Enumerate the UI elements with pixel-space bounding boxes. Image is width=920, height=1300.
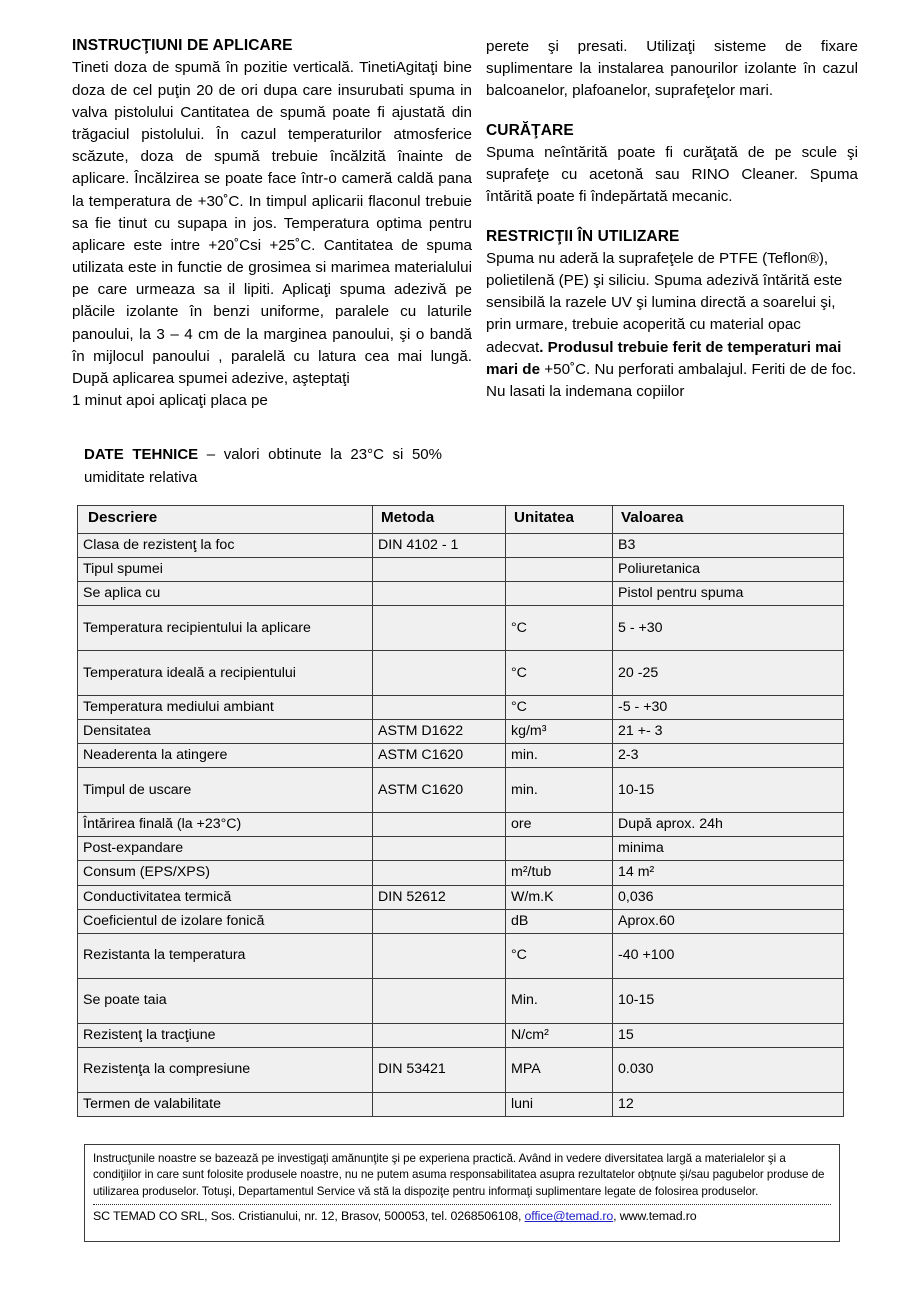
table-row xyxy=(78,744,844,768)
table-row xyxy=(78,813,844,837)
table-cell-metoda xyxy=(373,978,506,1023)
table-row xyxy=(78,696,844,720)
table-cell-valoarea: 10-15 xyxy=(613,768,844,813)
table-row xyxy=(78,1023,844,1047)
table-cell-descriere: Conductivitatea termică xyxy=(78,885,373,909)
table-row xyxy=(78,768,844,813)
table-cell-descriere: Timpul de uscare xyxy=(78,768,373,813)
application-instructions-paragraph-tail: 1 minut apoi aplicaţi placa pe xyxy=(72,392,268,410)
table-row xyxy=(78,558,844,582)
footer-company-address: SC TEMAD CO SRL, Sos. Cristianului, nr. 12, Brasov, 500053, tel. 0268506108, xyxy=(93,1209,525,1224)
table-cell-unitatea: °C xyxy=(506,696,613,720)
table-cell-metoda: ASTM C1620 xyxy=(373,768,506,813)
table-cell-valoarea: După aprox. 24h xyxy=(613,813,844,837)
table-cell-unitatea xyxy=(506,558,613,582)
table-cell-unitatea: °C xyxy=(506,933,613,978)
table-cell-unitatea: °C xyxy=(506,651,613,696)
table-cell-metoda: DIN 53421 xyxy=(373,1047,506,1092)
left-text-column xyxy=(72,36,472,412)
table-cell-unitatea: MPA xyxy=(506,1047,613,1092)
table-cell-metoda xyxy=(373,909,506,933)
table-cell-descriere: Tipul spumei xyxy=(78,558,373,582)
table-cell-descriere: Post-expandare xyxy=(78,837,373,861)
table-cell-valoarea: minima xyxy=(613,837,844,861)
table-cell-metoda: ASTM C1620 xyxy=(373,744,506,768)
table-cell-descriere: Termen de valabilitate xyxy=(78,1092,373,1116)
table-cell-descriere: Coeficientul de izolare fonică xyxy=(78,909,373,933)
table-cell-unitatea xyxy=(506,837,613,861)
usage-restrictions-paragraph xyxy=(486,248,858,403)
table-row xyxy=(78,909,844,933)
table-cell-descriere: Rezistenţ la tracţiune xyxy=(78,1023,373,1047)
table-cell-unitatea: kg/m³ xyxy=(506,720,613,744)
column-header-descriere: Descriere xyxy=(78,506,373,534)
table-cell-metoda xyxy=(373,837,506,861)
table-cell-valoarea: 2-3 xyxy=(613,744,844,768)
table-cell-descriere: Neaderenta la atingere xyxy=(78,744,373,768)
table-cell-unitatea: min. xyxy=(506,744,613,768)
table-cell-unitatea: ore xyxy=(506,813,613,837)
table-row xyxy=(78,1092,844,1116)
table-cell-valoarea: 0,036 xyxy=(613,885,844,909)
table-row xyxy=(78,582,844,606)
two-column-text-area xyxy=(0,36,920,412)
footer-disclaimer-box xyxy=(84,1144,840,1242)
table-cell-unitatea: luni xyxy=(506,1092,613,1116)
table-cell-metoda xyxy=(373,933,506,978)
cleaning-heading: CURĂŢARE xyxy=(486,121,574,139)
table-cell-metoda xyxy=(373,813,506,837)
table-row xyxy=(78,720,844,744)
table-cell-valoarea: Pistol pentru spuma xyxy=(613,582,844,606)
table-cell-metoda xyxy=(373,606,506,651)
table-cell-descriere: Se poate taia xyxy=(78,978,373,1023)
footer-contact-line xyxy=(93,1208,831,1225)
footer-divider xyxy=(93,1204,831,1205)
table-cell-unitatea: °C xyxy=(506,606,613,651)
usage-restrictions-text-part1: Spuma nu aderă la suprafeţele de PTFE (Teflon®), polietilenă (PE) şi siliciu. Spuma adezivă întărită este sensibilă la razele UV şi lumina directă a soarelui şi, prin urmare, trebuie acoperită cu material opac adecvat xyxy=(486,249,843,356)
table-cell-unitatea: N/cm² xyxy=(506,1023,613,1047)
technical-data-table xyxy=(77,505,844,1117)
table-cell-unitatea: m²/tub xyxy=(506,861,613,885)
usage-restrictions-warning-bold: . Produsul trebuie ferit de temperaturi mai mari de xyxy=(486,338,842,378)
table-row xyxy=(78,651,844,696)
footer-website: , www.temad.ro xyxy=(613,1209,697,1224)
table-cell-metoda: ASTM D1622 xyxy=(373,720,506,744)
cleaning-paragraph: Spuma neîntărită poate fi curăţată de pe scule şi suprafeţe cu acetonă sau RINO Cleaner. Spuma întărită poate fi îndepărtată mecanic. xyxy=(486,143,858,206)
table-cell-unitatea: min. xyxy=(506,768,613,813)
table-cell-valoarea: B3 xyxy=(613,534,844,558)
table-cell-metoda xyxy=(373,696,506,720)
column-header-valoarea: Valoarea xyxy=(613,506,844,534)
table-cell-valoarea: -5 - +30 xyxy=(613,696,844,720)
table-cell-descriere: Întărirea finală (la +23°C) xyxy=(78,813,373,837)
table-cell-valoarea: 14 m² xyxy=(613,861,844,885)
table-row xyxy=(78,606,844,651)
table-cell-descriere: Se aplica cu xyxy=(78,582,373,606)
table-cell-valoarea: 5 - +30 xyxy=(613,606,844,651)
table-cell-valoarea: 21 +- 3 xyxy=(613,720,844,744)
application-instructions-heading: INSTRUCŢIUNI DE APLICARE xyxy=(72,37,293,54)
table-cell-metoda xyxy=(373,861,506,885)
table-cell-valoarea: 20 -25 xyxy=(613,651,844,696)
table-row xyxy=(78,534,844,558)
table-cell-descriere: Clasa de rezistenţ la foc xyxy=(78,534,373,558)
column-header-unitatea: Unitatea xyxy=(506,506,613,534)
table-cell-unitatea xyxy=(506,582,613,606)
table-body xyxy=(78,534,844,1116)
table-row xyxy=(78,933,844,978)
table-cell-metoda xyxy=(373,651,506,696)
footer-email-link[interactable]: office@temad.ro xyxy=(524,1209,614,1224)
table-cell-descriere: Temperatura recipientului la aplicare xyxy=(78,606,373,651)
usage-restrictions-text-part2: +50˚C. Nu perforati ambalajul. Feriti de de foc. Nu lasati la indemana copiilor xyxy=(486,360,857,400)
technical-data-caption xyxy=(84,444,442,489)
table-cell-valoarea: Aprox.60 xyxy=(613,909,844,933)
table-row xyxy=(78,978,844,1023)
table-cell-descriere: Temperatura ideală a recipientului xyxy=(78,651,373,696)
table-row xyxy=(78,885,844,909)
table-row xyxy=(78,1047,844,1092)
table-cell-metoda: DIN 52612 xyxy=(373,885,506,909)
table-cell-valoarea: 15 xyxy=(613,1023,844,1047)
application-instructions-paragraph: Tineti doza de spumă în pozitie verticală. TinetiAgitaţi bine doza de cel puţin 20 de ori dupa care insurubati spuma in valva pistolului Cantitatea de spumă poate fi ajustată din trăgaciul pistolului. În cazul temperaturilor atmosferice scăzute, doza de spumă trebuie încălzită înainte de aplicare. Încălzirea se poate face într-o cameră caldă pana la temperatura de +30˚C. In timpul aplicarii flaconul trebuie sa fie tinut cu supapa in jos. Temperatura optima pentru aplicare este intre +20˚Csi +25˚C. Cantitatea de spuma utilizata este in functie de grosimea si marimea materialului pe care urmeaza sa il lipiti. Aplicaţi spuma adezivă pe plăcile izolante în benzi uniforme, paralele cu laturile panoului, la 3 – 4 cm de la marginea panoului, şi o bandă în mijlocul panoului , paralelă cu latura cea mai lungă. După aplicarea spumei adezive, aşteptaţi xyxy=(72,59,472,387)
table-row xyxy=(78,861,844,885)
table-cell-valoarea: 0.030 xyxy=(613,1047,844,1092)
application-continuation-paragraph: perete şi presati. Utilizaţi sisteme de fixare suplimentare la instalarea panourilor izolante în cazul balcoanelor, plafoanelor, suprafeţelor mari. xyxy=(486,38,858,100)
table-header-row xyxy=(78,506,844,534)
table-cell-metoda xyxy=(373,558,506,582)
table-cell-unitatea xyxy=(506,534,613,558)
table-header xyxy=(78,506,844,534)
usage-restrictions-heading: RESTRICŢII ÎN UTILIZARE xyxy=(486,227,680,245)
column-header-metoda: Metoda xyxy=(373,506,506,534)
table-cell-descriere: Densitatea xyxy=(78,720,373,744)
table-cell-unitatea: dB xyxy=(506,909,613,933)
table-cell-metoda: DIN 4102 - 1 xyxy=(373,534,506,558)
table-cell-valoarea: 12 xyxy=(613,1092,844,1116)
table-cell-descriere: Temperatura mediului ambiant xyxy=(78,696,373,720)
table-cell-valoarea: -40 +100 xyxy=(613,933,844,978)
technical-data-caption-rest: – valori obtinute la 23°C si 50% umiditate relativa xyxy=(84,446,442,486)
right-text-column xyxy=(486,36,858,412)
table-cell-unitatea: Min. xyxy=(506,978,613,1023)
table-row xyxy=(78,837,844,861)
table-cell-valoarea: Poliuretanica xyxy=(613,558,844,582)
footer-disclaimer-text: Instrucţunile noastre se bazează pe investigaţi amănunţite şi pe experiena practică. Având in vedere diversitatea largă a materialelor şi a condiţiilor in care sunt folosite produsele noastre, nu ne putem asuma responsabilitatea asupra rezultatelor obţnute şi/sau pagubelor produse de utilizarea produselor. Totuşi, Departamentul Service vă stă la dispoziţe pentru informaţi suplimentare legate de folosirea produselor. xyxy=(93,1152,825,1198)
table-cell-descriere: Rezistenţa la compresiune xyxy=(78,1047,373,1092)
table-cell-valoarea: 10-15 xyxy=(613,978,844,1023)
table-cell-metoda xyxy=(373,1092,506,1116)
table-cell-metoda xyxy=(373,582,506,606)
table-cell-descriere: Consum (EPS/XPS) xyxy=(78,861,373,885)
table-cell-unitatea: W/m.K xyxy=(506,885,613,909)
table-cell-descriere: Rezistanta la temperatura xyxy=(78,933,373,978)
technical-data-caption-lead: DATE TEHNICE xyxy=(84,446,199,463)
table-cell-metoda xyxy=(373,1023,506,1047)
